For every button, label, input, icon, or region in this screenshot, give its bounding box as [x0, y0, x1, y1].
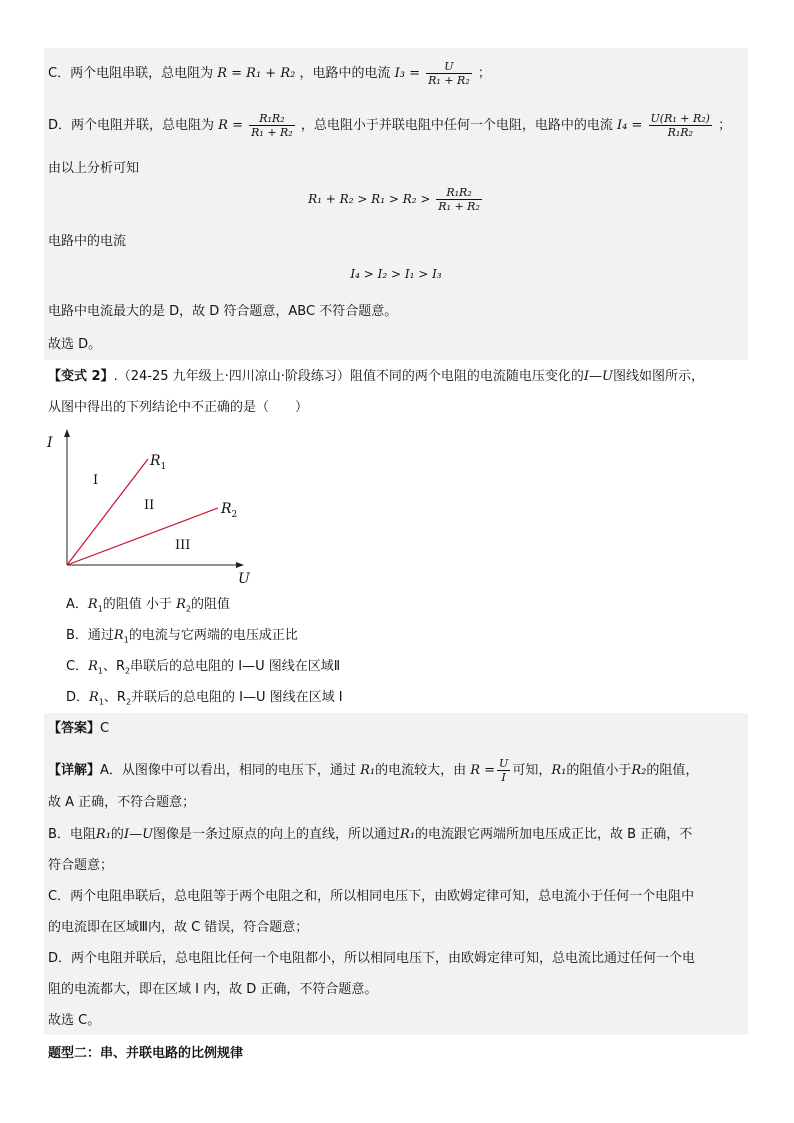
choose-d-line: 故选 D。: [48, 337, 102, 352]
choice-a: [66, 596, 230, 619]
detail-choose-line: 故选 C。: [48, 1013, 101, 1028]
choice-a-symbol-2: R: [176, 597, 186, 612]
question-iu: I—U: [583, 369, 613, 384]
choice-b: [66, 627, 298, 650]
choice-b-symbol: R: [113, 628, 124, 643]
i4-symbol: I₄ =: [617, 118, 643, 133]
option-d-mid: ，总电阻小于并联电阻中任何一个电阻，电路中的电流: [300, 118, 613, 133]
choice-a-text: 的阻值 小于: [102, 597, 172, 612]
option-c-line: [48, 60, 491, 87]
series-resistance-formula: R = R₁ + R₂: [217, 66, 296, 81]
choice-d-text-2: 并联后的总电阻的 I—U 图线在区域 I: [131, 690, 343, 705]
answer-line: [48, 720, 109, 738]
choice-d-symbol: R: [89, 690, 99, 705]
answer-value: C: [100, 721, 110, 736]
choice-a-sub: 1: [97, 604, 103, 614]
detail-label: 【详解】: [48, 763, 101, 778]
r2-line: [67, 508, 218, 565]
choice-a-text-2: 的阻值: [190, 597, 230, 612]
y-axis-arrow: [64, 429, 70, 437]
i3-denominator: R₁ + R₂: [428, 74, 470, 87]
option-d-text: D．两个电阻并联，总电阻为: [48, 118, 215, 133]
i4-fraction: [649, 112, 712, 139]
analysis-line: 由以上分析可知: [48, 161, 140, 176]
detail-a-post: 可知，: [512, 763, 552, 778]
inequality-1-numerator: R₁R₂: [436, 186, 482, 200]
i3-numerator: U: [426, 60, 472, 74]
inequality-2: I₄ > I₂ > I₁ > I₃: [350, 267, 442, 281]
answer-label: 【答案】: [48, 721, 101, 736]
detail-d-line-2: 阻的电流都大，即在区域 I 内，故 D 正确，不符合题意。: [48, 982, 378, 997]
detail-b-mid: 的: [110, 827, 124, 842]
choice-c-text: 、R: [102, 659, 126, 674]
detail-a-mid2: 的阻值小于: [566, 763, 632, 778]
option-c-end: ；: [477, 66, 491, 81]
question-line-2: 从图中得出的下列结论中不正确的是（ ）: [48, 400, 309, 415]
detail-b-mid2: 图像是一条过原点的向上的直线，所以通过: [153, 827, 401, 842]
r2-letter: R: [221, 501, 232, 517]
ohm-denominator: I: [501, 771, 506, 784]
detail-b-r1: R₁: [95, 827, 111, 842]
parallel-denominator: R₁ + R₂: [251, 126, 293, 139]
choice-a-symbol: R: [87, 597, 98, 612]
region-3-label: III: [175, 538, 191, 553]
choice-b-sub: 1: [123, 635, 129, 645]
conclusion-line: 电路中电流最大的是 D，故 D 符合题意，ABC 不符合题意。: [48, 304, 398, 319]
choice-c-sub-2: 2: [125, 666, 131, 676]
question-tag: 【变式 2】: [48, 369, 114, 384]
detail-a-end: 的阻值，: [646, 763, 699, 778]
iu-graph: [40, 425, 270, 590]
detail-a-r2: R₂: [631, 763, 647, 778]
detail-b-pre: B．电阻: [48, 827, 96, 842]
choice-d-label: D．: [66, 690, 90, 705]
option-d-line: [48, 112, 731, 139]
i3-fraction: [426, 60, 472, 87]
parallel-numerator: R₁R₂: [249, 112, 295, 126]
region-1-label: I: [93, 473, 99, 488]
choice-c-symbol: R: [88, 659, 98, 674]
r2-subscript: 2: [231, 510, 238, 520]
detail-a-mid: 的电流较大，由: [375, 763, 467, 778]
x-axis-label: U: [238, 571, 250, 587]
ohm-fraction: [497, 757, 510, 784]
detail-a-line-1: [48, 757, 698, 784]
choice-a-label: A．: [66, 597, 88, 612]
detail-b-line-1: [48, 826, 692, 844]
detail-d-line-1: D．两个电阻并联后，总电阻比任何一个电阻都小，所以相同电压下，由欧姆定律可知，总电流比通过任何一个电: [48, 951, 696, 966]
choice-c: [66, 658, 340, 681]
r1-subscript: 1: [160, 462, 167, 472]
r1-label: [149, 453, 166, 472]
inequality-1: [44, 186, 748, 213]
x-axis-arrow: [236, 562, 244, 568]
detail-b-end: 的电流跟它两端所加电压成正比，故 B 正确，不: [415, 827, 693, 842]
parallel-fraction: [249, 112, 295, 139]
detail-a-r-symbol: R =: [470, 763, 496, 778]
i4-denominator: R₁R₂: [667, 126, 693, 139]
question-line-1-end: 图线如图所示，: [612, 369, 704, 384]
section-title: 题型二：串、并联电路的比例规律: [48, 1046, 244, 1061]
choice-a-sub-2: 2: [185, 604, 191, 614]
inequality-1-left: R₁ + R₂ > R₁ > R₂ >: [308, 192, 431, 206]
choice-d-sub: 1: [98, 697, 104, 707]
detail-b-iu: I—U: [123, 827, 154, 842]
question-line-1: [48, 368, 704, 386]
detail-c-line-2: 的电流即在区域Ⅲ内，故 C 错误，符合题意；: [48, 920, 309, 935]
choice-b-label: B．通过: [66, 628, 114, 643]
choice-d-text: 、R: [103, 690, 126, 705]
choice-b-text: 的电流与它两端的电压成正比: [128, 628, 298, 643]
option-c-mid: ，电路中的电流: [299, 66, 391, 81]
detail-a-r1: R₁: [360, 763, 376, 778]
current-label: 电路中的电流: [48, 234, 127, 249]
y-axis-label: I: [47, 435, 53, 451]
inequality-1-fraction: [436, 186, 482, 213]
inequality-1-denominator: R₁ + R₂: [438, 200, 480, 213]
choice-d: [66, 689, 343, 712]
choice-d-sub-2: 2: [125, 697, 132, 707]
detail-a-pre: A．从图像中可以看出，相同的电压下，通过: [100, 763, 356, 778]
detail-b-line-2: 符合题意；: [48, 858, 114, 873]
option-d-end: ；: [718, 118, 732, 133]
parallel-r-symbol: R =: [218, 118, 243, 133]
choice-c-sub: 1: [97, 666, 103, 676]
ohm-numerator: U: [499, 757, 509, 770]
i3-symbol: I₃ =: [394, 66, 420, 81]
option-c-text: C．两个电阻串联，总电阻为: [48, 66, 214, 81]
question-source: .（24-25 九年级上·四川凉山·阶段练习）阻值不同的两个电阻的电流随电压变化的: [113, 369, 584, 384]
choice-c-label: C．: [66, 659, 89, 674]
r1-letter: R: [150, 453, 161, 469]
choice-c-text-2: 串联后的总电阻的 I—U 图线在区域Ⅱ: [130, 659, 341, 674]
detail-a-line-2: 故 A 正确，不符合题意；: [48, 795, 196, 810]
i4-numerator: U(R₁ + R₂): [650, 112, 710, 125]
r2-label: [220, 501, 237, 520]
detail-b-r1-b: R₁: [400, 827, 416, 842]
detail-c-line-1: C．两个电阻串联后，总电阻等于两个电阻之和，所以相同电压下，由欧姆定律可知，总电流小于任何一个电阻中: [48, 889, 695, 904]
region-2-label: II: [144, 498, 155, 513]
detail-a-r1-b: R₁: [551, 763, 567, 778]
